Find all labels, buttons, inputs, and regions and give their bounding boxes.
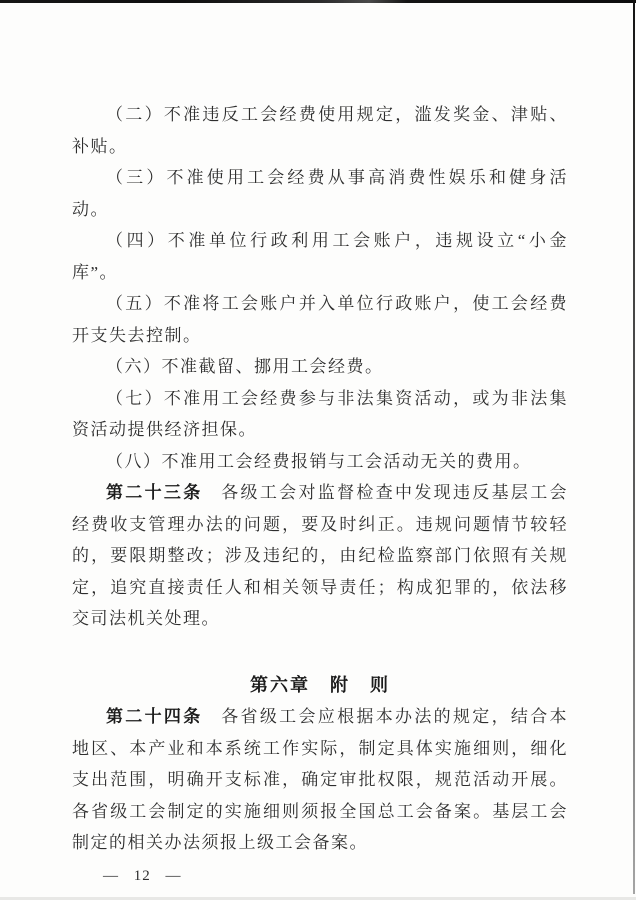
clause-text: （七）不准用工会经费参与非法集资活动，或为非法集资活动提供经济担保。 [72,388,568,439]
clause-item-6 [72,351,568,383]
page-number: — 12 — [103,867,182,884]
scan-edge-right [633,0,635,894]
page-content [72,99,568,885]
article-number: 第二十四条 [106,707,203,726]
article-text: 各级工会对监督检查中发现违反基层工会经费收支管理办法的问题，要及时纠正。违规问题情节较轻的，要限期整改；涉及违纪的，由纪检监察部门依照有关规定，追究直接责任人和相关领导责任；构成犯罪的，依法移交司法机关处理。 [72,483,569,628]
scan-edge-top [0,0,636,3]
clause-item-7 [72,383,568,446]
clause-text: （四）不准单位行政利用工会账户，违规设立“小金库”。 [72,231,568,282]
article-text: 各省级工会应根据本办法的规定，结合本地区、本产业和本系统工作实际，制定具体实施细则，细化支出范围，明确开支标准，确定审批权限，规范活动开展。各省级工会制定的实施细则须报全国总工会备案。基层工会制定的相关办法须报上级工会备案。 [72,707,569,852]
clause-text: （八）不准用工会经费报销与工会活动无关的费用。 [106,451,532,471]
article-number: 第二十三条 [106,483,203,502]
clause-text: （六）不准截留、挪用工会经费。 [106,357,384,376]
chapter-heading: 第六章 附 则 [250,674,390,695]
clause-item-8 [72,446,568,478]
clause-text: （三）不准使用工会经费从事高消费性娱乐和健身活动。 [72,168,568,219]
clause-text: （二）不准违反工会经费使用规定，滥发奖金、津贴、补贴。 [72,105,568,156]
clause-item-5 [72,288,568,351]
clause-item-3 [72,162,568,225]
article-24-paragraph [72,701,568,859]
clause-text: （五）不准将工会账户并入单位行政账户，使工会经费开支失去控制。 [72,294,568,345]
clause-item-2 [72,99,568,162]
clause-item-4 [72,225,568,288]
article-23-paragraph [72,477,568,635]
